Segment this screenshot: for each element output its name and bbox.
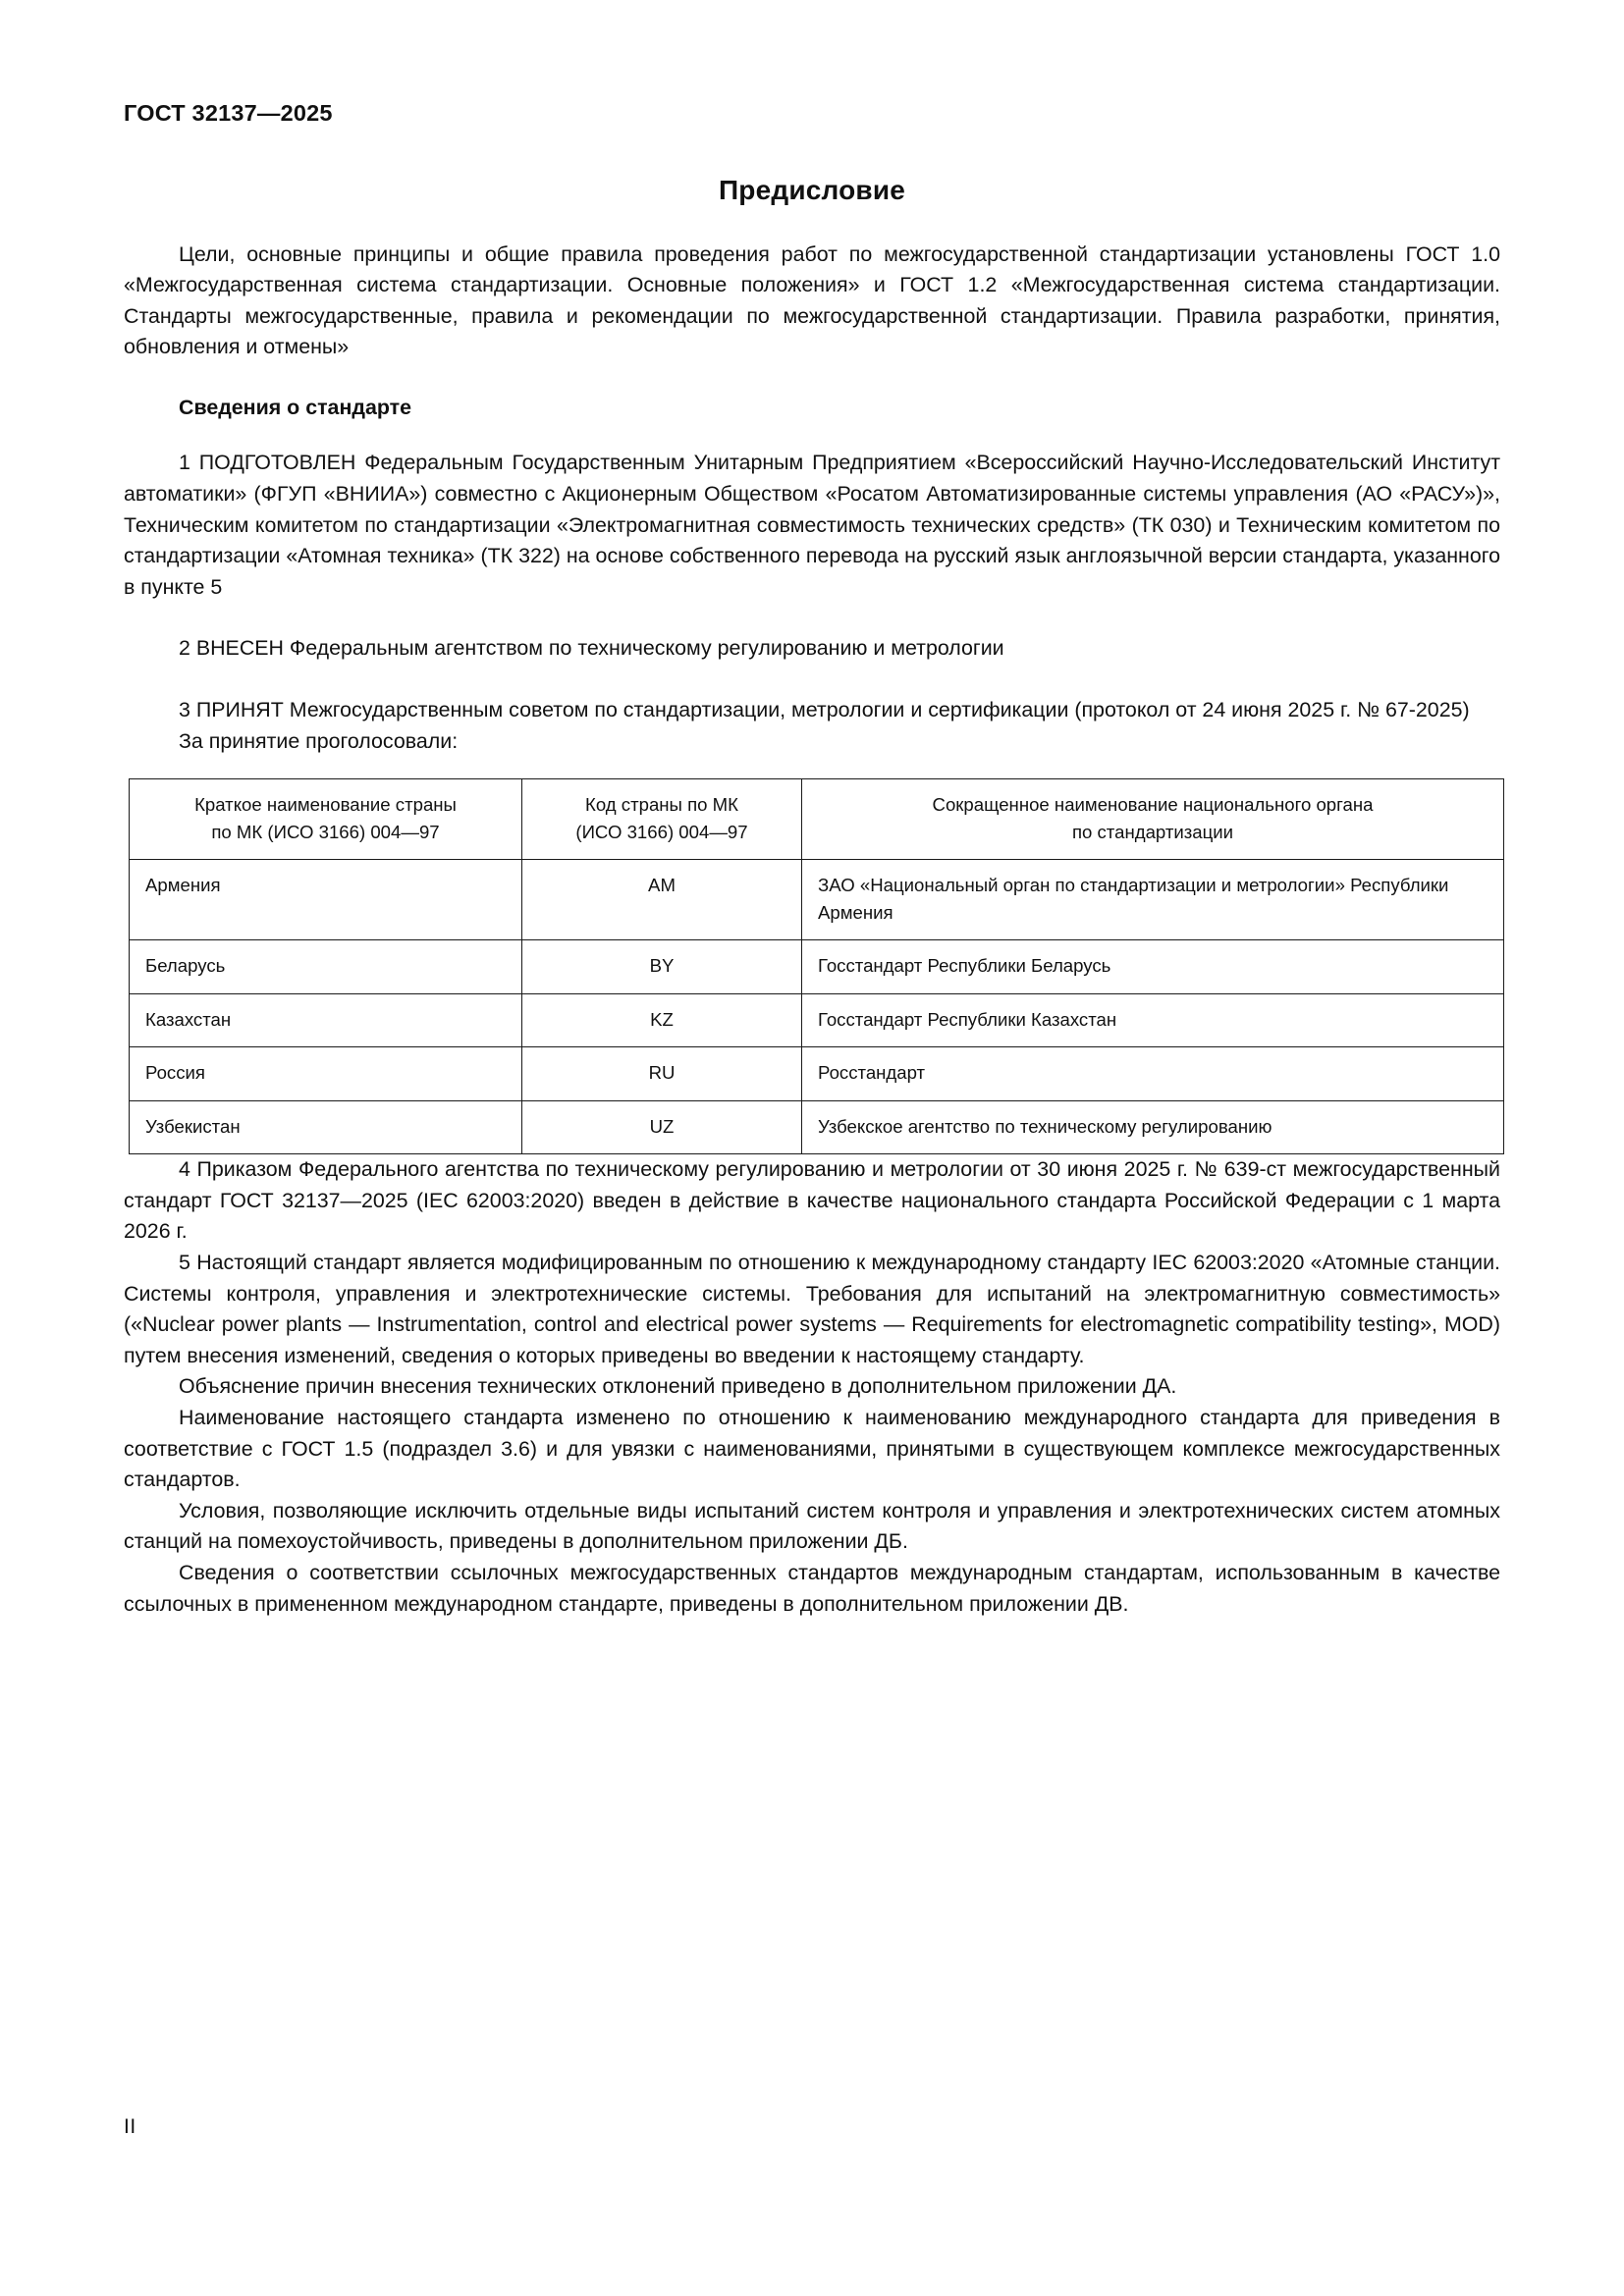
standard-info-item-3: 3 ПРИНЯТ Межгосударственным советом по стандартизации, метрологии и сертификации (протокол от 24 июня 2025 г. № 67-2025)	[179, 698, 1470, 722]
vote-table-head	[130, 779, 1504, 860]
page-content	[124, 102, 1500, 1620]
vote-table	[129, 778, 1504, 1154]
cell-code: UZ	[522, 1100, 802, 1154]
vote-table-body	[130, 860, 1504, 1154]
column-header-code	[522, 779, 802, 860]
cell-country: Армения	[130, 860, 522, 940]
column-header-body	[802, 779, 1504, 860]
cell-country: Казахстан	[130, 993, 522, 1047]
standard-info-item-5-note-2: Наименование настоящего стандарта изменено по отношению к наименованию международного стандарта для приведения в соответствие с ГОСТ 1.5 (подраздел 3.6) и для увязки с наименованиями, принятыми в существующем комплексе межгосударственных стандартов.	[124, 1405, 1500, 1492]
cell-country: Россия	[130, 1047, 522, 1101]
table-row	[130, 1047, 1504, 1101]
standard-info-item-1: 1 ПОДГОТОВЛЕН Федеральным Государственным Унитарным Предприятием «Всероссийский Научно-Исследовательский Институт автоматики» (ФГУП «ВНИИА») совместно с Акционерным Обществом «Росатом Автоматизированные системы управления (АО «РАСУ»)», Техническим комитетом по стандартизации «Электромагнитная совместимость технических средств» (ТК 030) и Техническим комитетом по стандартизации «Атомная техника» (ТК 322) на основе собственного перевода на русский язык англоязычной версии стандарта, указанного в пункте 5	[124, 451, 1500, 599]
column-header-code-line1: Код страны по МК	[585, 794, 738, 816]
cell-body: Росстандарт	[802, 1047, 1504, 1101]
cell-code: KZ	[522, 993, 802, 1047]
column-header-body-line1: Сокращенное наименование национального органа	[932, 794, 1374, 816]
cell-body: Узбекское агентство по техническому регулированию	[802, 1100, 1504, 1154]
cell-code: BY	[522, 940, 802, 994]
standard-info-heading: Сведения о стандарте	[179, 395, 412, 419]
running-header: ГОСТ 32137—2025	[124, 100, 333, 126]
column-header-code-line2: (ИСО 3166) 004—97	[575, 821, 748, 842]
standard-info-item-5-note-4: Сведения о соответствии ссылочных межгосударственных стандартов международным стандартам, использованным в качестве ссылочных в примененном международном стандарте, приведены в дополнительном приложении ДВ.	[124, 1560, 1500, 1616]
table-header-row	[130, 779, 1504, 860]
column-header-country	[130, 779, 522, 860]
table-row	[130, 1100, 1504, 1154]
cell-code: AM	[522, 860, 802, 940]
standard-info-item-5-note-3: Условия, позволяющие исключить отдельные виды испытаний систем контроля и управления и электротехнических систем атомных станций на помехоустойчивость, приведены в дополнительном приложении ДБ.	[124, 1498, 1500, 1554]
cell-country: Узбекистан	[130, 1100, 522, 1154]
standard-info-item-5: 5 Настоящий стандарт является модифицированным по отношению к международному стандарту IEC 62003:2020 «Атомные станции. Системы контроля, управления и электротехнические системы. Требования для испытаний на электромагнитную совместимость» («Nuclear power plants — Instrumentation, control and electrical power systems — Requirements for electromagnetic compatibility testing», MOD) путем внесения изменений, сведения о которых приведены во введении к настоящему стандарту.	[124, 1251, 1500, 1367]
cell-body: Госстандарт Республики Беларусь	[802, 940, 1504, 994]
standard-info-item-5-note-1: Объяснение причин внесения технических отклонений приведено в дополнительном приложении ДА.	[179, 1374, 1177, 1399]
page-title: Предисловие	[718, 174, 906, 205]
vote-table-intro: За принятие проголосовали:	[179, 728, 459, 753]
cell-country: Беларусь	[130, 940, 522, 994]
column-header-body-line2: по стандартизации	[1071, 821, 1234, 842]
table-row	[130, 993, 1504, 1047]
table-row	[130, 940, 1504, 994]
column-header-country-line2: по МК (ИСО 3166) 004—97	[211, 821, 440, 842]
table-row	[130, 860, 1504, 940]
cell-body: Госстандарт Республики Казахстан	[802, 993, 1504, 1047]
standard-info-item-4: 4 Приказом Федерального агентства по техническому регулированию и метрологии от 30 июня 2025 г. № 639-ст межгосударственный стандарт ГОСТ 32137—2025 (IEC 62003:2020) введен в действие в качестве национального стандарта Российской Федерации с 1 марта 2026 г.	[124, 1157, 1500, 1244]
standard-info-item-2: 2 ВНЕСЕН Федеральным агентством по техническому регулированию и метрологии	[179, 636, 1004, 661]
page-number: II	[124, 2115, 136, 2138]
intro-paragraph: Цели, основные принципы и общие правила проведения работ по межгосударственной стандартизации установлены ГОСТ 1.0 «Межгосударственная система стандартизации. Основные положения» и ГОСТ 1.2 «Межгосударственная система стандартизации. Стандарты межгосударственные, правила и рекомендации по межгосударственной стандартизации. Правила разработки, принятия, обновления и отмены»	[124, 241, 1500, 359]
column-header-country-line1: Краткое наименование страны	[194, 794, 457, 816]
cell-body: ЗАО «Национальный орган по стандартизации и метрологии» Республики Армения	[802, 860, 1504, 940]
cell-code: RU	[522, 1047, 802, 1101]
